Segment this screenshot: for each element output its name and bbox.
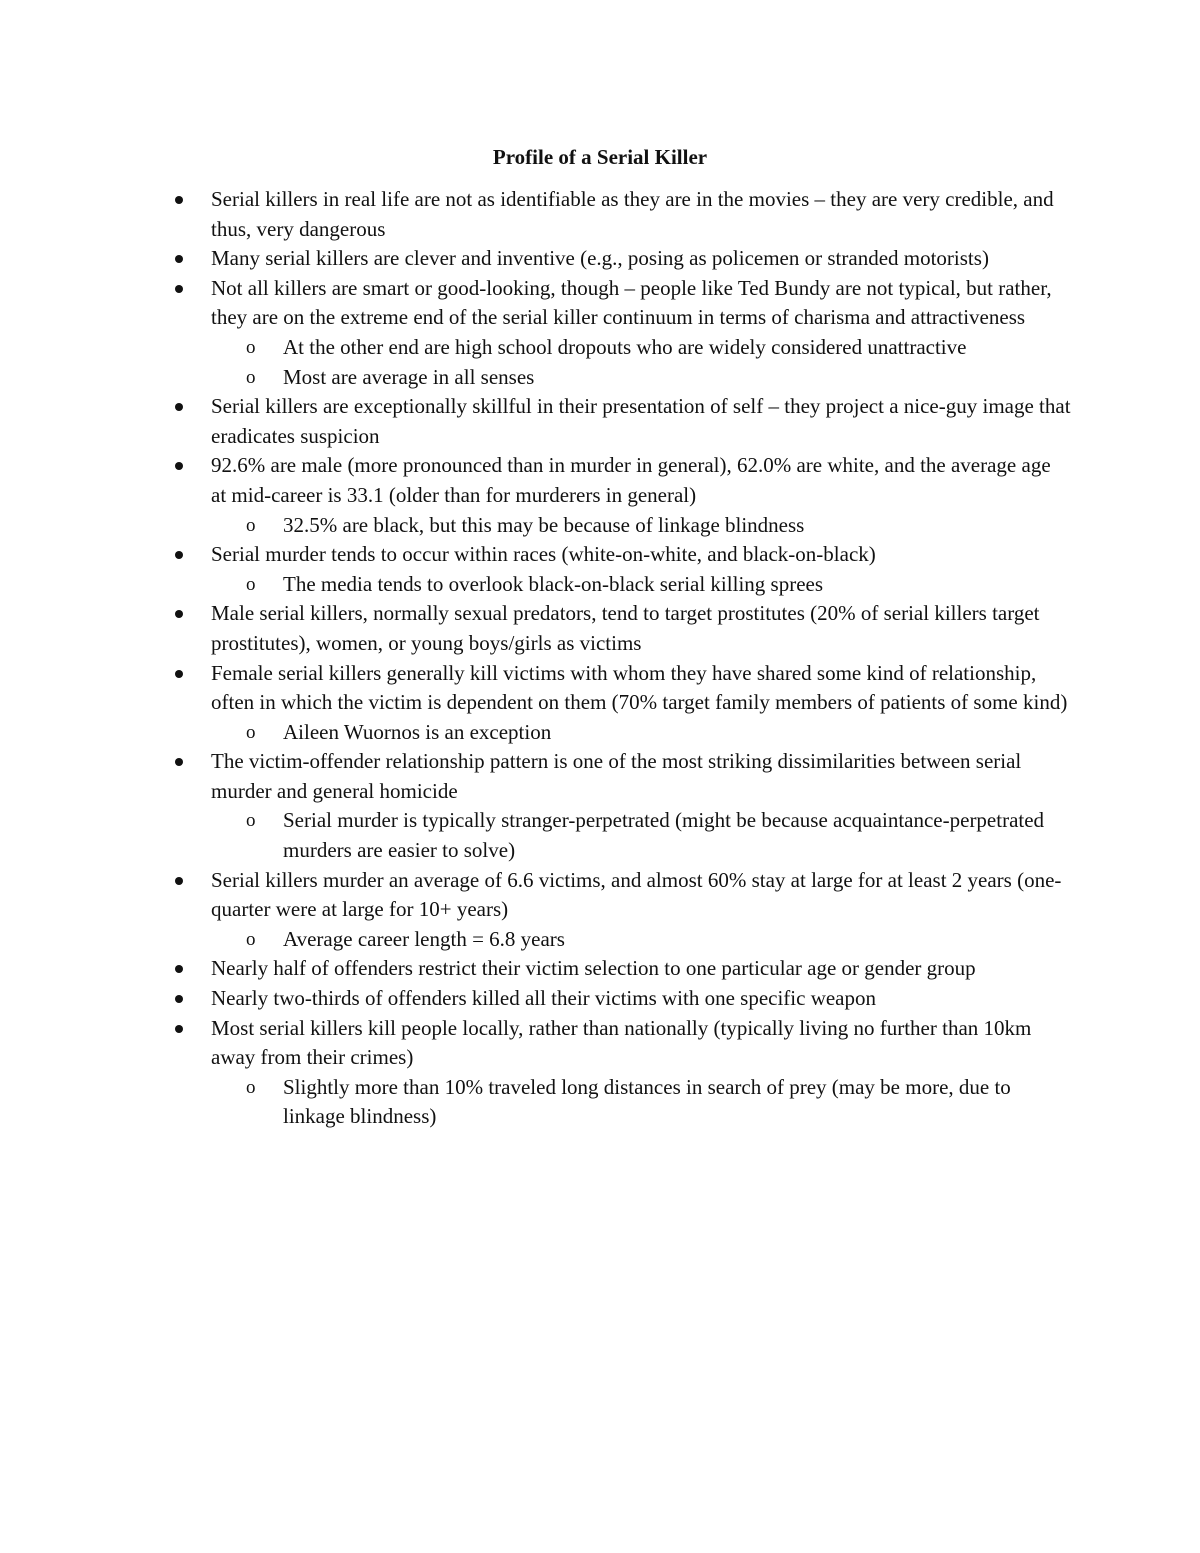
sub-bullet-icon: o xyxy=(246,721,256,743)
sub-bullet-icon: o xyxy=(246,810,256,832)
bullet-icon xyxy=(175,758,183,766)
sub-list-item-text: Serial murder is typically stranger-perpetrated (might be because acquaintance-perpetrated murders are easier to solve) xyxy=(283,808,1045,863)
sub-list-item-text: Average career length = 6.8 years xyxy=(283,926,565,951)
list-item-text: Serial killers are exceptionally skillful in their presentation of self – they project a nice-guy image that eradicates suspicion xyxy=(211,394,1071,448)
sub-bullet-icon: o xyxy=(246,573,256,595)
list-item xyxy=(211,954,1071,984)
sub-list-item-text: Slightly more than 10% traveled long distances in search of prey (may be more, due to linkage blindness) xyxy=(283,1074,1011,1129)
list-item-text: Nearly half of offenders restrict their victim selection to one particular age or gender group xyxy=(211,956,976,981)
list-item xyxy=(211,540,1071,599)
list-item-text: Not all killers are smart or good-looking, though – people like Ted Bundy are not typical, but rather, they are on the extreme end of the serial killer continuum in terms of charisma and attractiveness xyxy=(211,275,1052,330)
sub-list-item xyxy=(246,333,1071,363)
list-item-text: Serial killers in real life are not as identifiable as they are in the movies – they are very credible, and thus, very dangerous xyxy=(211,187,1054,241)
bullet-icon xyxy=(175,995,183,1003)
list-item xyxy=(211,747,1071,865)
bullet-icon xyxy=(175,965,183,973)
list-item xyxy=(211,274,1071,392)
list-item xyxy=(211,984,1071,1014)
sub-list-item-text: Aileen Wuornos is an exception xyxy=(283,719,552,744)
sub-list-item xyxy=(246,806,1071,865)
bullet-icon xyxy=(175,196,183,204)
list-item-text: Male serial killers, normally sexual predators, tend to target prostitutes (20% of serial killers target prostitutes), women, or young boys/girls as victims xyxy=(211,601,1040,655)
sub-list-item xyxy=(246,1073,1071,1132)
list-item xyxy=(211,392,1071,451)
sub-list-item-text: 32.5% are black, but this may be because of linkage blindness xyxy=(283,512,805,537)
sub-list xyxy=(211,333,1071,392)
bullet-icon xyxy=(175,877,183,885)
sub-list-item xyxy=(246,570,1071,600)
list-item xyxy=(211,244,1071,274)
list-item xyxy=(211,1014,1071,1132)
sub-list-item-text: The media tends to overlook black-on-black serial killing sprees xyxy=(283,571,824,596)
list-item xyxy=(211,599,1071,658)
sub-list xyxy=(211,1073,1071,1132)
sub-list xyxy=(211,925,1071,955)
document-title: Profile of a Serial Killer xyxy=(492,145,708,169)
sub-list-item-text: At the other end are high school dropouts who are widely considered unattractive xyxy=(283,334,967,359)
sub-bullet-icon: o xyxy=(246,514,256,536)
sub-list-item xyxy=(246,363,1071,393)
bullet-icon xyxy=(175,551,183,559)
sub-list-item xyxy=(246,925,1071,955)
bullet-icon xyxy=(175,462,183,470)
sub-list xyxy=(211,806,1071,865)
list-item-text: The victim-offender relationship pattern is one of the most striking dissimilarities between serial murder and general homicide xyxy=(211,749,1022,803)
sub-list-item-text: Most are average in all senses xyxy=(283,364,535,389)
sub-list xyxy=(211,718,1071,748)
bullet-icon xyxy=(175,1025,183,1033)
bullet-icon xyxy=(175,255,183,263)
list-item xyxy=(211,659,1071,748)
list-item-text: 92.6% are male (more pronounced than in murder in general), 62.0% are white, and the average age at mid-career is 33.1 (older than for murderers in general) xyxy=(211,453,1051,507)
sub-bullet-icon: o xyxy=(246,1076,256,1098)
list-item-text: Serial killers murder an average of 6.6 victims, and almost 60% stay at large for at least 2 years (one-quarter were at large for 10+ years) xyxy=(211,867,1062,922)
bullet-icon xyxy=(175,285,183,293)
sub-bullet-icon: o xyxy=(246,928,256,950)
list-item xyxy=(211,866,1071,955)
bullet-icon xyxy=(175,403,183,411)
sub-bullet-icon: o xyxy=(246,366,256,388)
sub-list-item xyxy=(246,511,1071,541)
bullet-icon xyxy=(175,610,183,618)
list-item-text: Serial murder tends to occur within races (white-on-white, and black-on-black) xyxy=(211,542,876,567)
list-item-text: Nearly two-thirds of offenders killed all their victims with one specific weapon xyxy=(211,986,877,1011)
sub-bullet-icon: o xyxy=(246,336,256,358)
sub-list xyxy=(211,511,1071,541)
list-item-text: Female serial killers generally kill victims with whom they have shared some kind of relationship, often in which the victim is dependent on them (70% target family members of patients of some kind) xyxy=(211,660,1068,715)
bullet-icon xyxy=(175,670,183,678)
bullet-list xyxy=(211,185,1071,1132)
list-item xyxy=(211,451,1071,540)
sub-list-item xyxy=(246,718,1071,748)
list-item-text: Many serial killers are clever and inventive (e.g., posing as policemen or stranded motorists) xyxy=(211,246,989,271)
list-item xyxy=(211,185,1071,244)
sub-list xyxy=(211,570,1071,600)
list-item-text: Most serial killers kill people locally, rather than nationally (typically living no further than 10km away from their crimes) xyxy=(211,1015,1032,1070)
